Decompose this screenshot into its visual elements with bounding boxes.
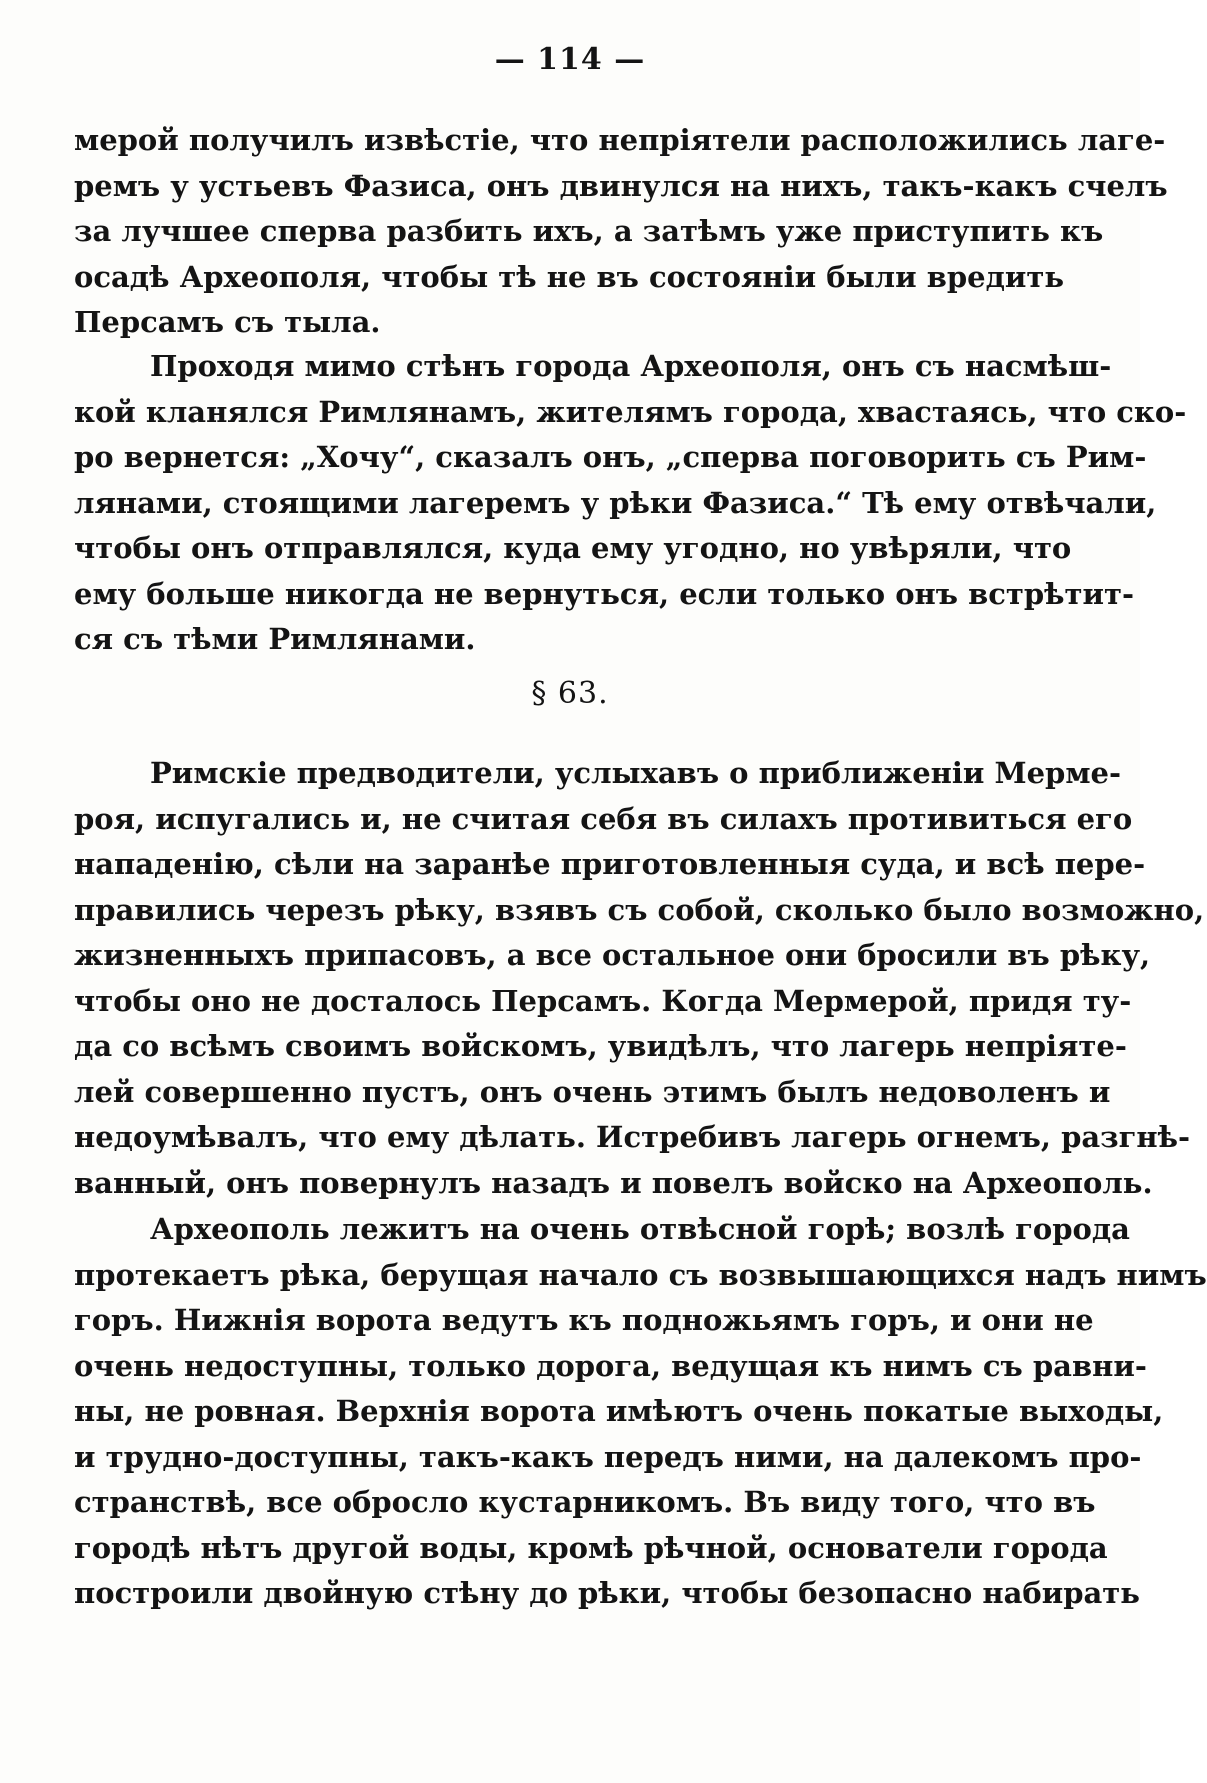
text-line: очень недоступны, только дорога, ведущая къ нимъ съ равни- bbox=[74, 1348, 1147, 1383]
paragraph-4 bbox=[74, 1207, 1207, 1617]
text-line: роя, испугались и, не считая себя въ силахъ противиться его bbox=[74, 801, 1133, 836]
text-line: кой кланялся Римлянамъ, жителямъ города, хвастаясь, что ско- bbox=[74, 394, 1187, 429]
text-line: странствѣ, все обросло кустарникомъ. Въ виду того, что въ bbox=[74, 1485, 1096, 1519]
text-line: горъ. Нижнія ворота ведутъ къ подножьямъ горъ, и они не bbox=[74, 1303, 1094, 1337]
paragraph-3 bbox=[74, 751, 1205, 1206]
text-line: за лучшее сперва разбить ихъ, а затѣмъ уже приступить къ bbox=[74, 214, 1104, 248]
text-line: Римскіе предводители, услыхавъ о приближеніи Мерме- bbox=[150, 756, 1122, 790]
text-line: чтобы онъ отправлялся, куда ему угодно, но увѣряли, что bbox=[74, 531, 1072, 565]
text-line: ны, не ровная. Верхнія ворота имѣютъ очень покатые выходы, bbox=[74, 1394, 1164, 1428]
text-line: мерой получилъ извѣстіе, что непріятели расположились лаге- bbox=[74, 123, 1166, 157]
text-line: ро вернется: „Хочу“, сказалъ онъ, „сперва поговорить съ Рим- bbox=[74, 440, 1147, 474]
text-line: лянами, стоящими лагеремъ у рѣки Фазиса.“ Тѣ ему отвѣчали, bbox=[74, 485, 1157, 520]
text-line: Персамъ съ тыла. bbox=[74, 305, 381, 339]
text-line: ремъ у устьевъ Фазиса, онъ двинулся на нихъ, такъ-какъ счелъ bbox=[74, 168, 1168, 203]
text-line: городѣ нѣтъ другой воды, кромѣ рѣчной, основатели города bbox=[74, 1530, 1108, 1565]
text-line: Проходя мимо стѣнъ города Археополя, онъ съ насмѣш- bbox=[150, 349, 1112, 383]
text-line: и трудно-доступны, такъ-какъ передъ ними, на далекомъ про- bbox=[74, 1439, 1142, 1474]
text-line: лей совершенно пустъ, онъ очень этимъ былъ недоволенъ и bbox=[74, 1074, 1111, 1109]
text-line: Археополь лежитъ на очень отвѣсной горѣ; возлѣ города bbox=[150, 1212, 1130, 1246]
paragraph-2 bbox=[74, 344, 1187, 663]
text-line: ему больше никогда не вернуться, если только онъ встрѣтит- bbox=[74, 576, 1135, 611]
text-line: построили двойную стѣну до рѣки, чтобы безопасно набирать bbox=[74, 1576, 1140, 1610]
text-line: жизненныхъ припасовъ, а все остальное они бросили въ рѣку, bbox=[74, 938, 1151, 972]
text-line: чтобы оно не досталось Персамъ. Когда Мермерой, придя ту- bbox=[74, 983, 1132, 1018]
text-line: ся съ тѣми Римлянами. bbox=[74, 622, 476, 656]
page-number: — 114 — bbox=[494, 42, 646, 77]
section-heading: § 63. bbox=[531, 676, 609, 711]
paragraph-1 bbox=[74, 118, 1168, 346]
text-line: да со всѣмъ своимъ войскомъ, увидѣлъ, что лагерь непріяте- bbox=[74, 1029, 1127, 1063]
text-line: нападенію, сѣли на заранѣе приготовленныя суда, и всѣ пере- bbox=[74, 847, 1146, 881]
text-line: протекаетъ рѣка, берущая начало съ возвышающихся надъ нимъ bbox=[74, 1257, 1207, 1292]
text-line: осадѣ Археополя, чтобы тѣ не въ состояніи были вредить bbox=[74, 259, 1065, 294]
text-line: ванный, онъ повернулъ назадъ и повелъ войско на Археополь. bbox=[74, 1165, 1153, 1200]
text-line: недоумѣвалъ, что ему дѣлать. Истребивъ лагерь огнемъ, разгнѣ- bbox=[74, 1120, 1191, 1154]
text-line: правились черезъ рѣку, взявъ съ собой, сколько было возможно, bbox=[74, 892, 1205, 927]
